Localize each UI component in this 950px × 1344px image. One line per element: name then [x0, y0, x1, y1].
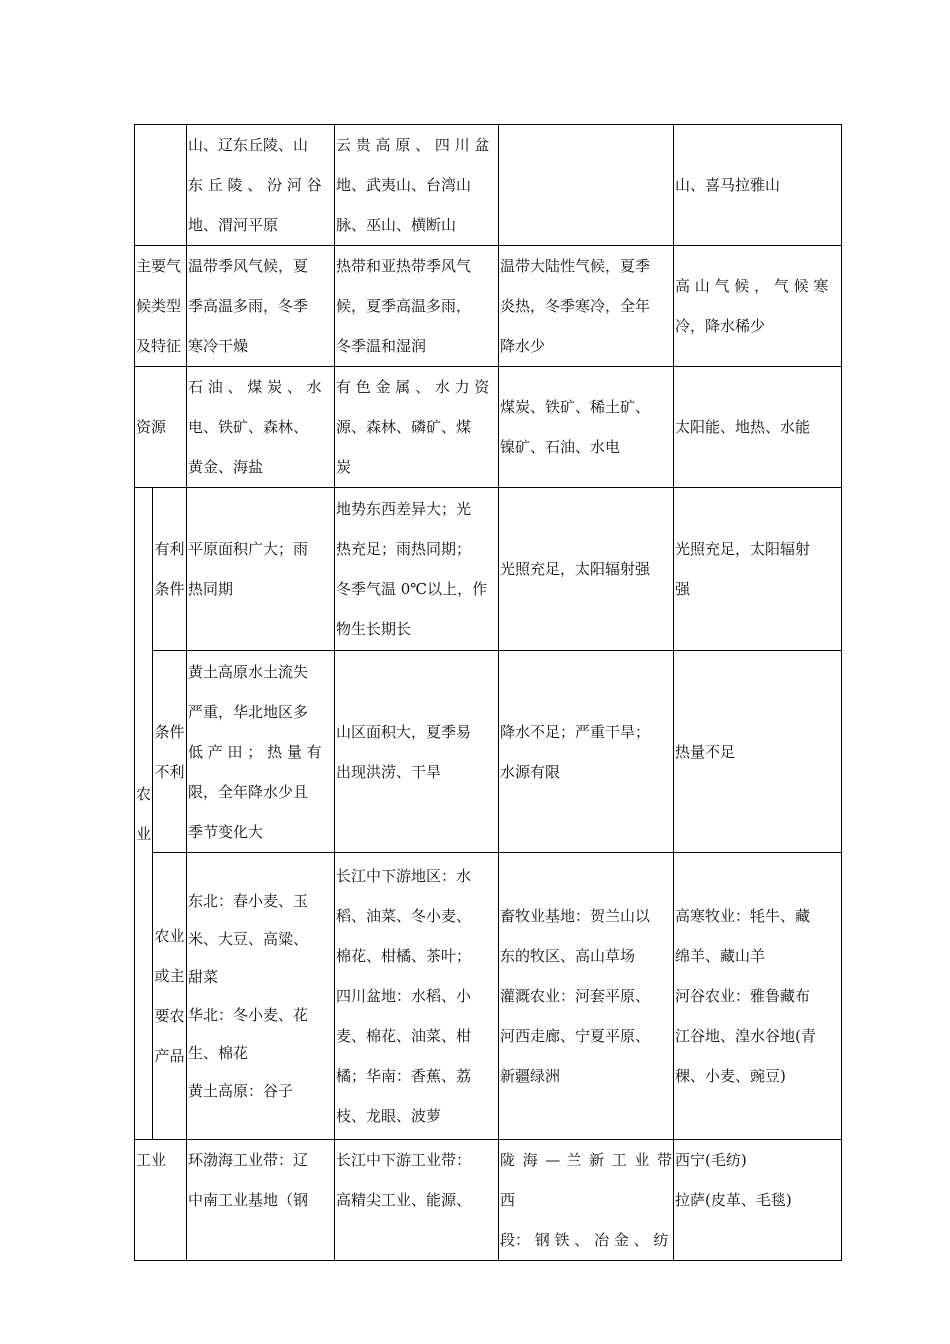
- cell-agri-unfavorable-c1: 黄土高原水土流失 严重，华北地区多 低 产 田 ； 热 量 有 限，全年降水少且 季节变化大: [187, 651, 335, 853]
- row-label-favorable: 有利 条件: [153, 488, 187, 651]
- row-climate: [135, 246, 842, 367]
- row-agri-unfavorable: [135, 651, 842, 853]
- cell-agri-favorable-c4: 光照充足，太阳辐射 强: [674, 488, 842, 651]
- row-label-resources: 资源: [135, 367, 187, 488]
- cell-terrain-c4: 山、喜马拉雅山: [674, 125, 842, 246]
- cell-climate-c1: 温带季风气候，夏 季高温多雨，冬季 寒冷干燥: [187, 246, 335, 367]
- row-label-industry: 工业: [135, 1140, 187, 1261]
- row-agri-products: [135, 853, 842, 1140]
- cell-terrain-c1: 山、辽东丘陵、山 东 丘 陵 、 汾 河 谷 地、渭河平原: [187, 125, 335, 246]
- cell-industry-c1: 环渤海工业带：辽 中南工业基地（钢: [187, 1140, 335, 1261]
- cell-climate-c2: 热带和亚热带季风气 候，夏季高温多雨， 冬季温和湿润: [335, 246, 499, 367]
- row-resources: [135, 367, 842, 488]
- cell-industry-c4: 西宁(毛纺) 拉萨(皮革、毛毯): [674, 1140, 842, 1261]
- row-industry: [135, 1140, 842, 1261]
- cell-agri-favorable-c3: 光照充足，太阳辐射强: [499, 488, 674, 651]
- cell-resources-c3: 煤炭、铁矿、稀土矿、 镍矿、石油、水电: [499, 367, 674, 488]
- row-label-empty: [135, 125, 187, 246]
- row-agri-favorable: [135, 488, 842, 651]
- row-label-unfavorable: 条件 不利: [153, 651, 187, 853]
- cell-climate-c3: 温带大陆性气候，夏季 炎热，冬季寒冷，全年 降水少: [499, 246, 674, 367]
- row-label-agriculture: 农 业: [135, 488, 153, 1140]
- row-label-climate: 主要气 候类型 及特征: [135, 246, 187, 367]
- cell-agri-products-c4: 高寒牧业：牦牛、藏 绵羊、藏山羊 河谷农业：雅鲁藏布 江谷地、湟水谷地(青 稞、小麦、豌豆): [674, 853, 842, 1140]
- cell-agri-products-c2: 长江中下游地区：水 稻、油菜、冬小麦、 棉花、柑橘、茶叶； 四川盆地：水稻、小 麦、棉花、油菜、柑 橘；华南：香蕉、荔 枝、龙眼、波萝: [335, 853, 499, 1140]
- cell-industry-c3: 陇 海 — 兰 新 工 业 带 西 段： 钢 铁 、 冶 金 、 纺: [499, 1140, 674, 1261]
- cell-terrain-c3: [499, 125, 674, 246]
- cell-agri-unfavorable-c3: 降水不足；严重干旱； 水源有限: [499, 651, 674, 853]
- row-terrain: [135, 125, 842, 246]
- cell-agri-unfavorable-c4: 热量不足: [674, 651, 842, 853]
- cell-climate-c4: 高 山 气 候 ， 气 候 寒 冷，降水稀少: [674, 246, 842, 367]
- cell-resources-c4: 太阳能、地热、水能: [674, 367, 842, 488]
- cell-industry-c2: 长江中下游工业带： 高精尖工业、能源、: [335, 1140, 499, 1261]
- cell-agri-products-c3: 畜牧业基地：贺兰山以 东的牧区、高山草场 灌溉农业：河套平原、 河西走廊、宁夏平原、 新疆绿洲: [499, 853, 674, 1140]
- cell-agri-unfavorable-c2: 山区面积大，夏季易 出现洪涝、干旱: [335, 651, 499, 853]
- geography-comparison-table: [134, 124, 842, 1261]
- cell-terrain-c2: 云 贵 高 原 、 四 川 盆 地、武夷山、台湾山 脉、巫山、横断山: [335, 125, 499, 246]
- cell-resources-c1: 石 油 、 煤 炭 、 水 电、铁矿、森林、 黄金、海盐: [187, 367, 335, 488]
- row-label-products: 农业 或主 要农 产品: [153, 853, 187, 1140]
- cell-resources-c2: 有 色 金 属 、 水 力 资 源、森林、磷矿、煤 炭: [335, 367, 499, 488]
- cell-agri-products-c1: 东北：春小麦、玉 米、大豆、高粱、 甜菜 华北：冬小麦、花 生、棉花 黄土高原：谷子: [187, 853, 335, 1140]
- cell-agri-favorable-c2: 地势东西差异大；光 热充足；雨热同期； 冬季气温 0℃以上，作 物生长期长: [335, 488, 499, 651]
- cell-agri-favorable-c1: 平原面积广大；雨 热同期: [187, 488, 335, 651]
